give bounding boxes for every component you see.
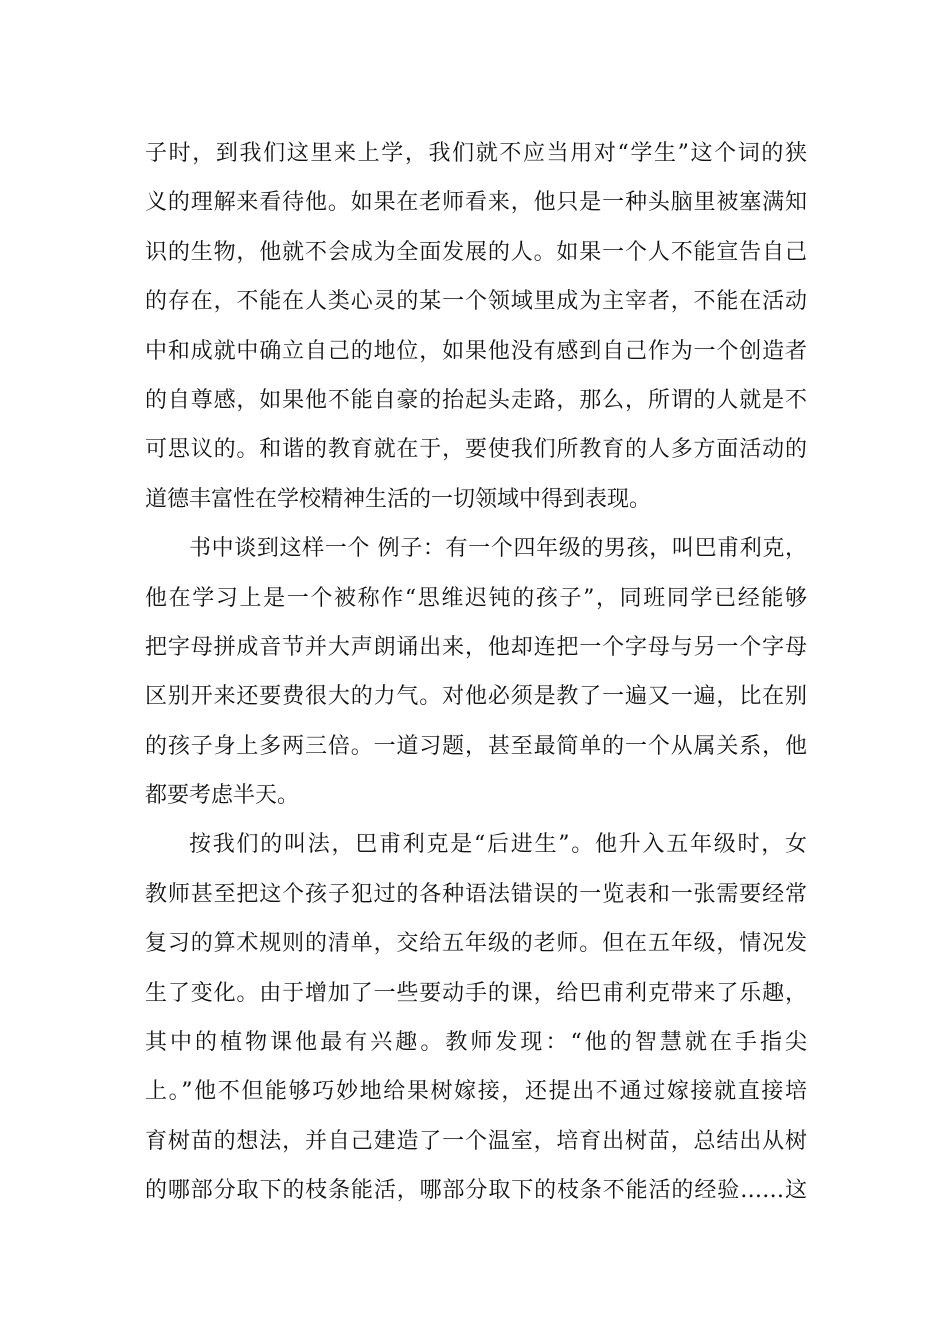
- text-line: 识的生物，他就不会成为全面发展的人。如果一个人不能宣告自己: [145, 239, 807, 265]
- text-line: 的存在，不能在人类心灵的某一个领域里成为主宰者，不能在活动: [145, 289, 807, 315]
- text-line: 复习的算术规则的清单，交给五年级的老师。但在五年级，情况发: [145, 931, 807, 957]
- text-line: 的自尊感，如果他不能自豪的抬起头走路，那么，所谓的人就是不: [145, 387, 807, 413]
- paragraph-first-line: 书中谈到这样一个 例子：有一个四年级的男孩，叫巴甫利克，: [189, 536, 807, 562]
- text-line: 把字母拼成音节并大声朗诵出来，他却连把一个字母与另一个字母: [145, 634, 807, 660]
- text-line: 可思议的。和谐的教育就在于，要使我们所教育的人多方面活动的: [145, 437, 807, 463]
- text-line: 道德丰富性在学校精神生活的一切领域中得到表现。: [145, 486, 652, 512]
- text-line: 其中的植物课他最有兴趣。教师发现：“他的智慧就在手指尖: [145, 1030, 807, 1056]
- text-line: 教师甚至把这个孩子犯过的各种语法错误的一览表和一张需要经常: [145, 881, 807, 907]
- text-line: 都要考虑半天。: [145, 783, 300, 809]
- paragraph-first-line: 按我们的叫法，巴甫利克是“后进生”。他升入五年级时，女: [189, 832, 807, 858]
- text-line: 上。”他不但能够巧妙地给果树嫁接，还提出不通过嫁接就直接培: [145, 1079, 807, 1105]
- text-line: 子时，到我们这里来上学，我们就不应当用对“学生”这个词的狭: [145, 141, 807, 166]
- body-text: [145, 129, 807, 1216]
- text-line: 中和成就中确立自己的地位，如果他没有感到自己作为一个创造者: [145, 338, 807, 364]
- text-line: 生了变化。由于增加了一些要动手的课，给巴甫利克带来了乐趣，: [145, 980, 807, 1006]
- text-line: 的哪部分取下的枝条能活，哪部分取下的枝条不能活的经验……这: [145, 1178, 807, 1204]
- text-line: 他在学习上是一个被称作“思维迟钝的孩子”，同班同学已经能够: [145, 585, 807, 611]
- text-line: 区别开来还要费很大的力气。对他必须是教了一遍又一遍，比在别: [145, 684, 807, 710]
- text-line: 义的理解来看待他。如果在老师看来，他只是一种头脑里被塞满知: [145, 190, 807, 216]
- text-line: 育树苗的想法，并自己建造了一个温室，培育出树苗，总结出从树: [145, 1128, 807, 1154]
- text-line: 的孩子身上多两三倍。一道习题，甚至最简单的一个从属关系，他: [145, 733, 807, 759]
